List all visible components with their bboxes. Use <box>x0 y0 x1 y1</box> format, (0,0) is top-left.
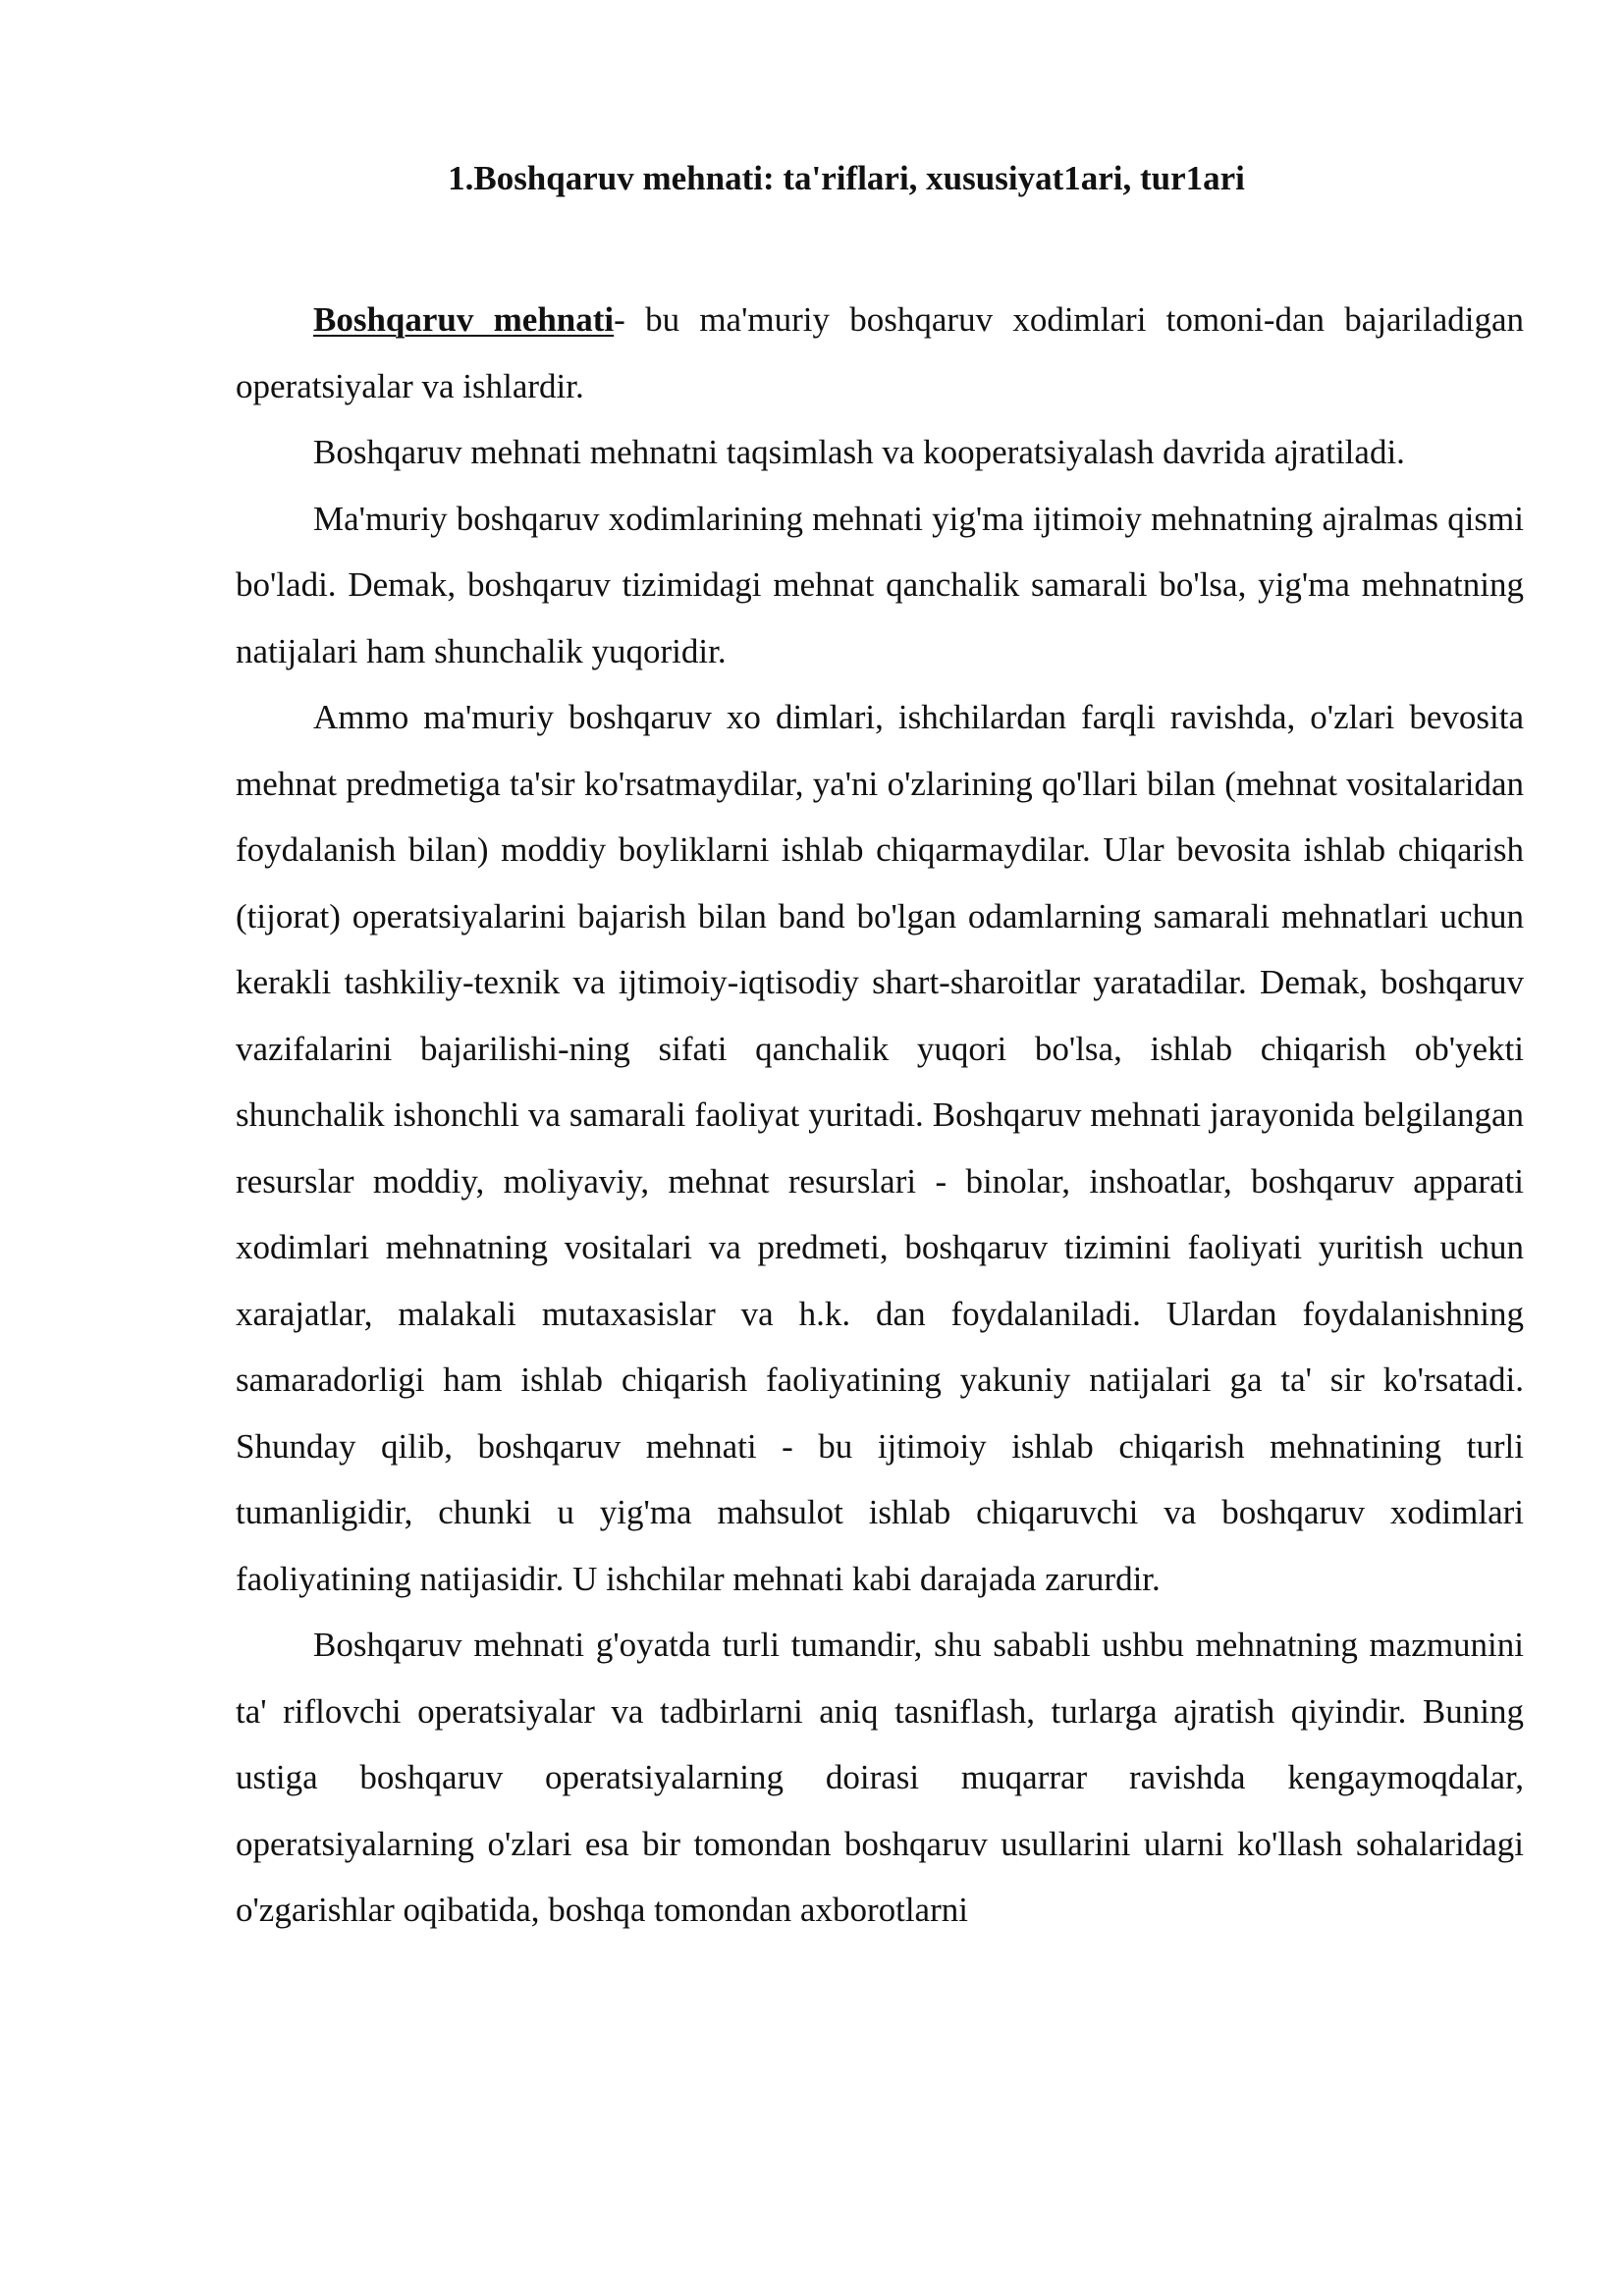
definition-text: - bu ma'muriy boshqaruv xodimlari tomoni-dan bajariladigan operatsiyalar va ishlardir. <box>236 300 1524 405</box>
definition-paragraph <box>236 287 1524 419</box>
paragraph: Ma'muriy boshqaruv xodimlarining mehnati yig'ma ijtimoiy mehnatning ajralmas qismi bo'ladi. Demak, boshqaruv tizimidagi mehnat qanchalik samarali bo'lsa, yig'ma mehnatning natijalari ham shunchalik yuqoridir. <box>236 499 1524 670</box>
paragraph: Boshqaruv mehnati g'oyatda turli tumandir, shu sababli ushbu mehnatning mazmunini ta' riflovchi operatsiyalar va tadbirlarni aniq tasniflash, turlarga ajratish qiyindir. Buning ustiga boshqaruv operatsiyalarning doirasi muqarrar ravishda kengaymoqdalar, operatsiyalarning o'zlari esa bir tomondan boshqaruv usullarini ularni ko'llash sohalaridagi o'zgarishlar oqibatida, boshqa tomondan axborotlarni <box>236 1626 1524 1929</box>
paragraph: Ammo ma'muriy boshqaruv xo dimlari, ishchilardan farqli ravishda, o'zlari bevosita mehnat predmetiga ta'sir ko'rsatmaydilar, ya'ni o'zlarining qo'llari bilan (mehnat vositalaridan foydalanish bilan) moddiy boyliklarni ishlab chiqarmaydilar. Ular bevosita ishlab chiqarish (tijorat) operatsiyalarini bajarish bilan band bo'lgan odamlarning samarali mehnatlari uchun kerakli tashkiliy-texnik va ijtimoiy-iqtisodiy shart-sharoitlar yaratadilar. Demak, boshqaruv vazifalarini bajarilishi-ning sifati qanchalik yuqori bo'lsa, ishlab chiqarish ob'yekti shunchalik ishonchli va samarali faoliyat yuritadi. Boshqaruv mehnati jarayonida belgilangan resurslar moddiy, moliyaviy, mehnat resurslari - binolar, inshoatlar, boshqaruv apparati xodimlari mehnatning vositalari va predmeti, boshqaruv tizimini faoliyati yuritish uchun xarajatlar, malakali mutaxasislar va h.k. dan foydalaniladi. Ulardan foydalanishning samaradorligi ham ishlab chiqarish faoliyatining yakuniy natijalari ga ta' sir ko'rsatadi. Shunday qilib, boshqaruv mehnati - bu ijtimoiy ishlab chiqarish mehnatining turli tumanligidir, chunki u yig'ma mahsulot ishlab chiqaruvchi va boshqaruv xodimlari faoliyatining natijasidir. U ishchilar mehnati kabi darajada zarurdir. <box>236 698 1524 1598</box>
paragraph: Boshqaruv mehnati mehnatni taqsimlash va kooperatsiyalash davrida ajratiladi. <box>313 433 1405 471</box>
document-title: 1.Boshqaruv mehnati: ta'riflari, xususiyat1ari, tur1ari <box>448 159 1245 197</box>
defined-term: Boshqaruv mehnati <box>313 300 615 339</box>
document-body <box>236 287 1524 1944</box>
